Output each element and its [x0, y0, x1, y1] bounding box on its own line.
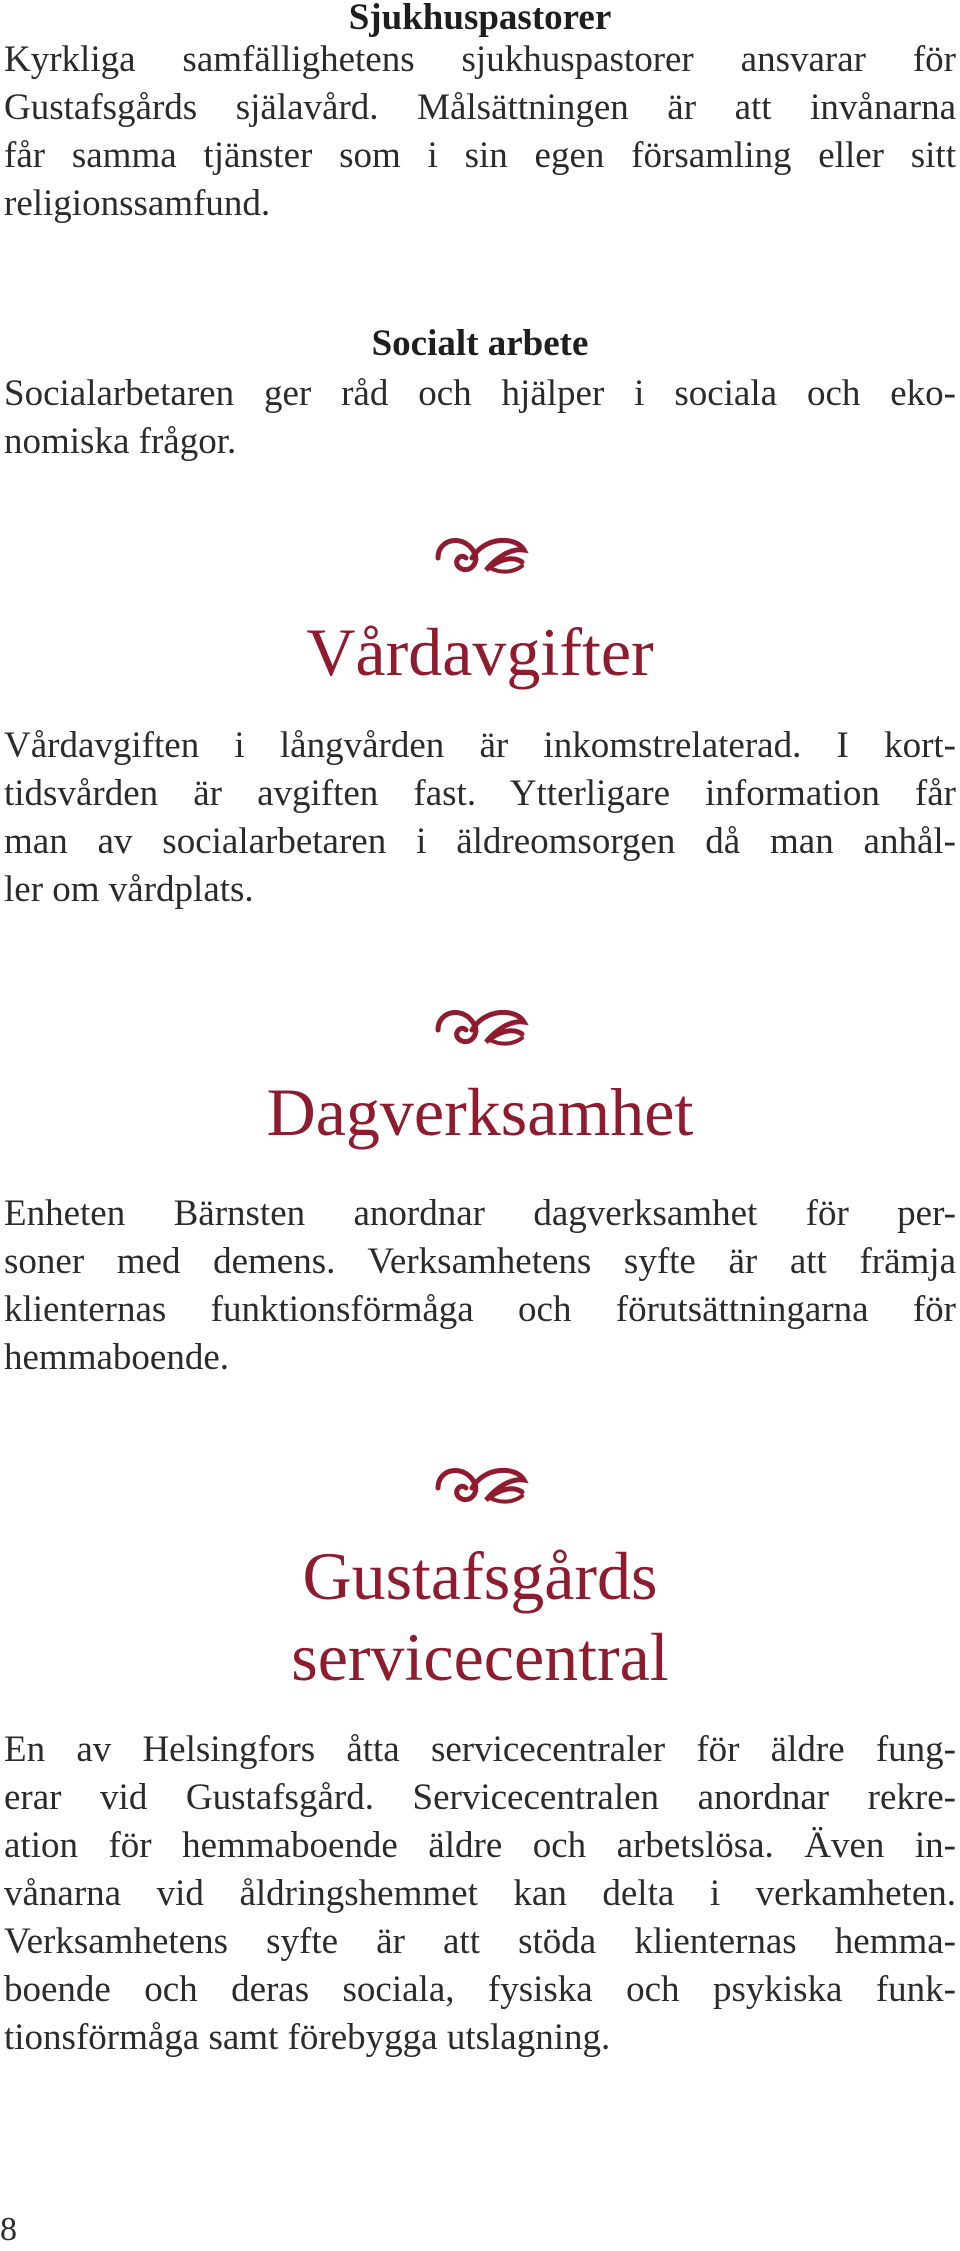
text-line: Vårdavgiften i långvården är inkomstrelaterad. I kort- [4, 725, 956, 766]
text-line: klienternas funktionsförmåga och förutsättningarna för [4, 1289, 956, 1330]
paragraph-servicecentral [4, 1726, 956, 2062]
page-number: 8 [0, 2211, 17, 2248]
text-line: erar vid Gustafsgård. Servicecentralen anordnar rekre- [4, 1777, 956, 1818]
text-line: tionsförmåga samt förebygga utslagning. [4, 2017, 611, 2058]
text-line: tidsvården är avgiften fast. Ytterligare information får [4, 773, 956, 814]
subheading-sjukhuspastorer: Sjukhuspastorer [348, 0, 612, 38]
text-line: En av Helsingfors åtta servicecentraler för äldre fung- [4, 1729, 956, 1770]
floral-ornament-icon [430, 1000, 530, 1056]
text-line: vånarna vid åldringshemmet kan delta i verkamheten. [4, 1873, 956, 1914]
subheading-socialt-arbete: Socialt arbete [371, 323, 589, 364]
paragraph-vardavgifter [4, 722, 956, 914]
text-line: boende och deras sociala, fysiska och psykiska funk- [4, 1969, 956, 2010]
text-line: Verksamhetens syfte är att stöda klienternas hemma- [4, 1921, 956, 1962]
text-line: religionssamfund. [4, 183, 271, 224]
heading-gustafsgards: Gustafsgårds [302, 1538, 658, 1614]
heading-vardavgifter: Vårdavgifter [306, 614, 654, 690]
text-line: hemmaboende. [4, 1337, 229, 1378]
paragraph-sjukhuspastorer [4, 36, 956, 228]
paragraph-socialt-arbete [4, 370, 956, 466]
text-line: man av socialarbetaren i äldreomsorgen då man anhål- [4, 821, 956, 862]
text-line: Gustafsgårds själavård. Målsättningen är att invånarna [4, 87, 956, 128]
text-line: Socialarbetaren ger råd och hjälper i sociala och eko- [4, 373, 956, 414]
text-line: Kyrkliga samfällighetens sjukhuspastorer ansvarar för [4, 39, 956, 80]
text-line: soner med demens. Verksamhetens syfte är att främja [4, 1241, 956, 1282]
text-line: får samma tjänster som i sin egen församling eller sitt [4, 135, 956, 176]
floral-ornament-icon [430, 528, 530, 584]
heading-dagverksamhet: Dagverksamhet [266, 1074, 694, 1150]
text-line: Enheten Bärnsten anordnar dagverksamhet för per- [4, 1193, 956, 1234]
floral-ornament-icon [430, 1458, 530, 1514]
text-line: ation för hemmaboende äldre och arbetslösa. Även in- [4, 1825, 956, 1866]
text-line: ler om vårdplats. [4, 869, 254, 910]
text-line: nomiska frågor. [4, 421, 237, 462]
paragraph-dagverksamhet [4, 1190, 956, 1382]
heading-servicecentral: servicecentral [291, 1619, 669, 1695]
